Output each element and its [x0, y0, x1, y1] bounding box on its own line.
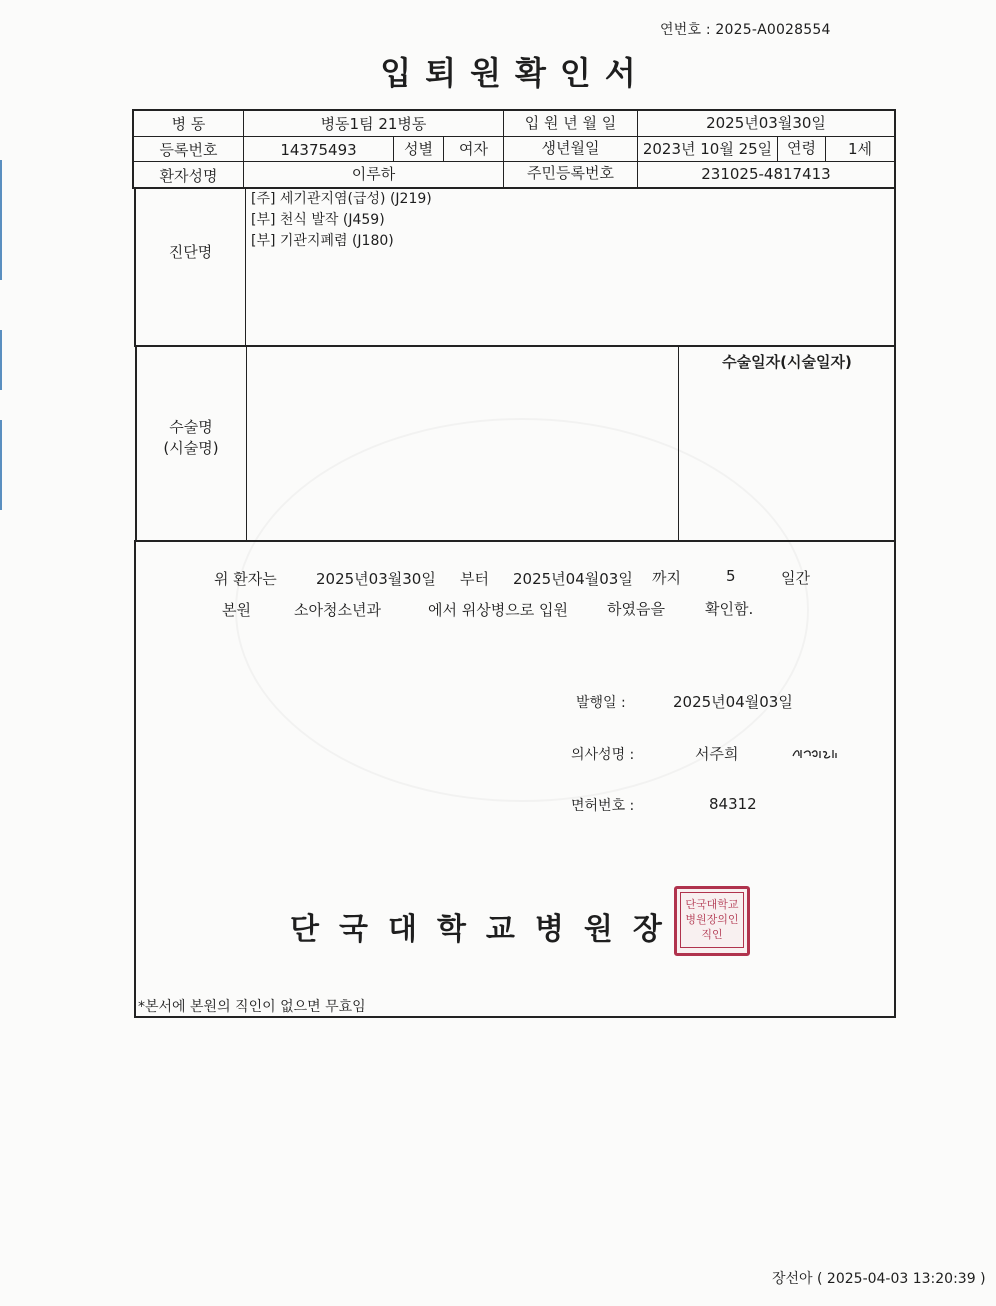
- birth-label: 생년월일: [541, 139, 600, 157]
- statement-tail-1: 에서 위상병으로 입원: [428, 601, 568, 619]
- doctor-name-value: 서주희: [695, 745, 739, 763]
- statement-days-unit: 일간: [781, 569, 810, 587]
- scan-edge-mark: [0, 330, 2, 390]
- statement-department: 소아청소년과: [294, 601, 381, 619]
- patient-name-value: 이루하: [351, 165, 396, 183]
- diagnosis-item: [부] 천식 발작 (J459): [251, 212, 385, 228]
- surgery-label: 수술명: [169, 418, 213, 436]
- official-seal: [674, 886, 750, 956]
- doctor-signature: [790, 744, 840, 762]
- surgery-label-sub: (시술명): [163, 439, 219, 457]
- surgery-date-label: 수술일자(시술일자): [722, 353, 852, 371]
- statement-tail-2: 하였음을: [607, 600, 665, 618]
- validity-note: *본서에 본원의 직인이 없으면 무효임: [138, 999, 366, 1015]
- diagnosis-section: [134, 187, 896, 347]
- doctor-name-label: 의사성명 :: [571, 747, 635, 763]
- statement-hospital: 본원: [222, 601, 251, 619]
- statement-to-date: 2025년04월03일: [513, 570, 633, 588]
- print-info: 장선아 ( 2025-04-03 13:20:39 ): [772, 1271, 986, 1287]
- issue-date-label: 발행일 :: [576, 695, 626, 711]
- sex-label: 성별: [404, 140, 433, 158]
- ward-label: 병 동: [171, 115, 206, 133]
- diagnosis-label: 진단명: [168, 243, 213, 261]
- seal-text-line: 직인: [701, 928, 723, 941]
- statement-subject: 위 환자는: [214, 570, 277, 588]
- diagnosis-item: [부] 기관지폐렴 (J180): [251, 233, 394, 249]
- reg-number-label: 등록번호: [159, 141, 218, 159]
- rrn-label: 주민등록번호: [527, 164, 614, 182]
- seal-text-line: 단국대학교: [685, 898, 739, 911]
- statement-to-word: 까지: [652, 569, 681, 587]
- license-label: 면허번호 :: [571, 798, 635, 814]
- scan-edge-mark: [0, 160, 2, 280]
- patient-name-label: 환자성명: [159, 167, 218, 185]
- statement-tail-3: 확인함.: [705, 600, 754, 618]
- license-value: 84312: [709, 795, 757, 813]
- sex-value: 여자: [459, 140, 488, 158]
- document-title: 입퇴원확인서: [380, 54, 650, 92]
- reg-number-value: 14375493: [280, 141, 357, 159]
- hospital-director-name: 단국대학교병원장: [290, 912, 682, 947]
- admit-date-value: 2025년03월30일: [706, 114, 826, 132]
- admit-date-label: 입 원 년 월 일: [524, 114, 617, 132]
- seal-text-line: 병원장의인: [685, 913, 739, 926]
- statement-from-word: 부터: [460, 570, 489, 588]
- issue-date-value: 2025년04월03일: [673, 693, 793, 711]
- scan-edge-mark: [0, 420, 2, 510]
- age-value: 1세: [847, 140, 873, 158]
- ward-value: 병동1팀 21병동: [320, 115, 427, 133]
- statement-days: 5: [726, 567, 736, 585]
- rrn-value: 231025-4817413: [701, 165, 831, 183]
- surgery-section: [135, 345, 896, 542]
- diagnosis-item: [주] 세기관지염(급성) (J219): [251, 191, 432, 207]
- age-label: 연령: [787, 139, 816, 157]
- serial-number: 연번호 : 2025-A0028554: [660, 22, 831, 38]
- birth-value: 2023년 10월 25일: [642, 140, 773, 158]
- statement-from-date: 2025년03월30일: [316, 570, 436, 588]
